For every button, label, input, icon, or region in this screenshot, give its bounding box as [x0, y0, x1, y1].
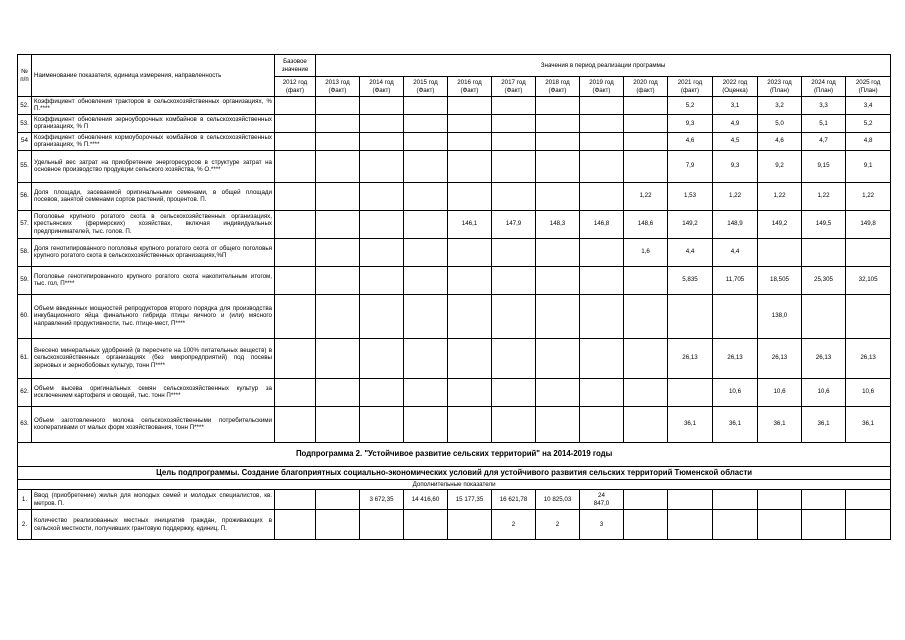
indicator-value — [316, 266, 360, 294]
indicator-value — [404, 238, 448, 266]
indicator-value: 36,1 — [713, 406, 758, 442]
indicator-value — [492, 378, 536, 406]
indicator-value — [536, 266, 580, 294]
indicator-value — [802, 510, 846, 540]
indicator-value: 1,22 — [713, 182, 758, 210]
indicator-value: 149,5 — [802, 210, 846, 238]
indicator-value — [316, 378, 360, 406]
indicator-value — [448, 132, 492, 150]
indicators-table-wrapper — [17, 54, 891, 540]
table-row — [18, 266, 891, 294]
indicator-value — [275, 210, 316, 238]
indicator-value: 26,13 — [802, 338, 846, 378]
indicator-value — [404, 97, 448, 115]
indicator-value — [360, 210, 404, 238]
indicator-value — [316, 132, 360, 150]
indicator-value: 11,705 — [713, 266, 758, 294]
indicator-value — [404, 266, 448, 294]
indicator-value — [580, 238, 624, 266]
indicator-value — [448, 114, 492, 132]
indicator-value: 36,1 — [668, 406, 713, 442]
indicator-value — [360, 182, 404, 210]
indicator-value — [492, 132, 536, 150]
indicator-value — [536, 238, 580, 266]
table-row — [18, 338, 891, 378]
header-year: 2023 год (План) — [758, 77, 802, 97]
table-header — [18, 55, 891, 97]
indicator-value — [624, 114, 668, 132]
indicator-value — [536, 378, 580, 406]
indicator-value: 4,7 — [802, 132, 846, 150]
indicator-value: 5,1 — [802, 114, 846, 132]
indicator-value: 10 825,03 — [536, 490, 580, 510]
indicator-value — [624, 132, 668, 150]
indicator-value — [492, 182, 536, 210]
subprogram-table-body — [18, 490, 891, 540]
indicator-value: 14 416,60 — [404, 490, 448, 510]
indicator-value: 146,1 — [448, 210, 492, 238]
indicator-value: 148,6 — [624, 210, 668, 238]
indicator-value — [713, 294, 758, 338]
indicator-value — [580, 182, 624, 210]
indicator-value: 149,8 — [846, 210, 891, 238]
indicator-value — [448, 97, 492, 115]
indicator-value — [404, 294, 448, 338]
indicator-value: 146,8 — [580, 210, 624, 238]
indicator-value — [624, 294, 668, 338]
indicator-value: 3,1 — [713, 97, 758, 115]
table-row — [18, 182, 891, 210]
indicator-value: 3,2 — [758, 97, 802, 115]
row-number: 53. — [18, 114, 32, 132]
indicator-value: 4,6 — [668, 132, 713, 150]
indicator-value: 9,15 — [802, 150, 846, 182]
indicator-value — [580, 266, 624, 294]
indicator-value — [404, 378, 448, 406]
indicator-value — [404, 406, 448, 442]
indicator-value — [275, 490, 316, 510]
indicator-value — [668, 490, 713, 510]
header-year: 2019 год (Факт) — [580, 77, 624, 97]
indicator-value: 9,2 — [758, 150, 802, 182]
row-number: 2. — [18, 510, 32, 540]
row-number: 60. — [18, 294, 32, 338]
indicator-value: 5,2 — [668, 97, 713, 115]
table-row — [18, 406, 891, 442]
indicator-value — [758, 510, 802, 540]
indicator-value — [492, 114, 536, 132]
indicator-value: 16 621,78 — [492, 490, 536, 510]
indicator-value — [536, 97, 580, 115]
indicator-value — [536, 132, 580, 150]
indicator-value — [360, 132, 404, 150]
indicator-value — [404, 132, 448, 150]
header-year: 2015 год (Факт) — [404, 77, 448, 97]
indicator-value — [758, 490, 802, 510]
indicator-value — [360, 406, 404, 442]
indicator-value: 3,4 — [846, 97, 891, 115]
indicator-name: Объем высева оригинальных семян сельскохозяйственных культур за исключением картофеля и овощей, тыс. тонн П**** — [32, 378, 275, 406]
indicator-value: 10,6 — [713, 378, 758, 406]
indicator-value — [624, 338, 668, 378]
indicator-value: 4,4 — [713, 238, 758, 266]
indicator-value: 1,22 — [624, 182, 668, 210]
indicator-value — [316, 150, 360, 182]
indicator-value — [492, 238, 536, 266]
header-year: 2014 год (Факт) — [360, 77, 404, 97]
indicator-value: 3,3 — [802, 97, 846, 115]
indicator-value — [275, 266, 316, 294]
indicator-value: 9,3 — [668, 114, 713, 132]
indicator-value — [624, 510, 668, 540]
indicator-value — [360, 150, 404, 182]
header-year: 2020 год (факт) — [624, 77, 668, 97]
indicator-value — [580, 378, 624, 406]
indicator-value — [713, 490, 758, 510]
row-number: 62. — [18, 378, 32, 406]
indicator-value — [360, 338, 404, 378]
indicator-value — [536, 114, 580, 132]
indicator-value — [802, 490, 846, 510]
row-number: 58. — [18, 238, 32, 266]
row-number: 59. — [18, 266, 32, 294]
indicator-value — [624, 97, 668, 115]
indicator-value — [275, 338, 316, 378]
table-row — [18, 150, 891, 182]
indicator-value — [536, 182, 580, 210]
table-row — [18, 294, 891, 338]
indicator-name: Объем введенных мощностей репродукторов второго порядка для производства инкубационного яйца финального гибрида птицы яичного и (или) мясного направлений продуктивности, тыс. птице-мест, П**** — [32, 294, 275, 338]
indicator-value — [448, 378, 492, 406]
indicator-value — [316, 338, 360, 378]
indicator-value: 4,8 — [846, 132, 891, 150]
indicator-value — [802, 238, 846, 266]
header-num: № п/п — [18, 55, 32, 97]
row-number: 55. — [18, 150, 32, 182]
indicator-value: 9,3 — [713, 150, 758, 182]
indicator-value: 149,2 — [758, 210, 802, 238]
header-year: 2013 год (Факт) — [316, 77, 360, 97]
indicator-value — [668, 510, 713, 540]
table-body — [18, 97, 891, 443]
header-year: 2017 год (Факт) — [492, 77, 536, 97]
table-row — [18, 97, 891, 115]
indicator-value: 26,13 — [758, 338, 802, 378]
indicator-value — [275, 97, 316, 115]
indicator-value: 4,9 — [713, 114, 758, 132]
indicator-value: 5,2 — [846, 114, 891, 132]
row-number: 56. — [18, 182, 32, 210]
indicator-value — [668, 378, 713, 406]
row-number: 63. — [18, 406, 32, 442]
indicator-value: 24 847,0 — [580, 490, 624, 510]
row-number: 52. — [18, 97, 32, 115]
subprogram-goal: Цель подпрограммы. Создание благоприятных социально-экономических условий для устойчивого развития сельских территорий Тюменской области — [18, 466, 891, 479]
indicator-value — [846, 238, 891, 266]
indicator-value — [713, 510, 758, 540]
indicator-value — [580, 294, 624, 338]
indicator-value: 36,1 — [802, 406, 846, 442]
indicator-value — [448, 338, 492, 378]
indicator-value — [846, 294, 891, 338]
indicator-value — [404, 338, 448, 378]
indicator-name: Ввод (приобретение) жилья для молодых семей и молодых специалистов, кв. метров. П. — [32, 490, 275, 510]
table-row — [18, 238, 891, 266]
indicator-value — [536, 338, 580, 378]
indicator-value — [448, 294, 492, 338]
indicator-value — [404, 114, 448, 132]
indicator-value: 3 — [580, 510, 624, 540]
indicator-value — [275, 114, 316, 132]
indicator-value — [492, 406, 536, 442]
header-year: 2022 год (Оценка) — [713, 77, 758, 97]
indicator-value — [275, 150, 316, 182]
indicator-value: 3 672,35 — [360, 490, 404, 510]
indicator-value — [316, 114, 360, 132]
indicator-value: 148,9 — [713, 210, 758, 238]
indicator-value: 1,6 — [624, 238, 668, 266]
indicator-value: 1,22 — [802, 182, 846, 210]
indicator-name: Доля площади, засеваемой оригинальными семенами, в общей площади посевов, занятой семенами сортов растений, процентов. П. — [32, 182, 275, 210]
indicator-value: 7,9 — [668, 150, 713, 182]
indicator-value — [316, 238, 360, 266]
indicator-value: 2 — [536, 510, 580, 540]
indicator-value — [536, 406, 580, 442]
indicator-value — [580, 114, 624, 132]
row-number: 57. — [18, 210, 32, 238]
header-name: Наименование показателя, единица измерения, направленность — [32, 55, 275, 97]
indicator-value — [404, 510, 448, 540]
indicator-value — [668, 294, 713, 338]
indicator-value: 138,0 — [758, 294, 802, 338]
row-number: 61. — [18, 338, 32, 378]
indicator-value — [275, 510, 316, 540]
indicator-name: Внесено минеральных удобрений (в пересчете на 100% питательных веществ) в сельскохозяйственных организациях (без микропредприятий) под посевы зерновых и зернобобовых культур, тонн П**** — [32, 338, 275, 378]
indicator-value — [580, 406, 624, 442]
indicator-value — [360, 97, 404, 115]
header-year: 2016 год (Факт) — [448, 77, 492, 97]
subprogram-title: Подпрограмма 2. "Устойчивое развитие сельских территорий" на 2014-2019 годы — [18, 442, 891, 466]
indicator-value — [360, 266, 404, 294]
indicator-value: 10,6 — [846, 378, 891, 406]
header-year: 2012 год (факт) — [275, 77, 316, 97]
table-row — [18, 114, 891, 132]
indicator-value: 1,22 — [758, 182, 802, 210]
indicators-table — [17, 54, 891, 540]
indicator-value: 5,835 — [668, 266, 713, 294]
indicator-value: 18,505 — [758, 266, 802, 294]
indicator-value — [624, 406, 668, 442]
indicator-value: 32,105 — [846, 266, 891, 294]
indicator-value: 147,9 — [492, 210, 536, 238]
indicator-value: 10,6 — [758, 378, 802, 406]
indicator-value — [846, 490, 891, 510]
indicator-name: Количество реализованных местных инициатив граждан, проживающих в сельской местности, получивших грантовую поддержку, единиц. П. — [32, 510, 275, 540]
indicator-value — [316, 182, 360, 210]
indicator-value — [275, 238, 316, 266]
indicator-name: Поголовье генотипированного крупного рогатого скота накопительным итогом, тыс. гол, П**** — [32, 266, 275, 294]
indicator-name: Коэффициент обновления зерноуборочных комбайнов в сельскохозяйственных организациях, % П — [32, 114, 275, 132]
indicator-value: 148,3 — [536, 210, 580, 238]
indicator-value — [316, 510, 360, 540]
indicator-value — [360, 294, 404, 338]
header-year: 2025 год (План) — [846, 77, 891, 97]
indicator-value — [580, 132, 624, 150]
indicator-value: 26,13 — [713, 338, 758, 378]
indicator-value — [802, 294, 846, 338]
indicator-value — [316, 490, 360, 510]
row-number: 54 — [18, 132, 32, 150]
table-row — [18, 510, 891, 540]
indicator-value: 25,305 — [802, 266, 846, 294]
indicator-value — [580, 97, 624, 115]
header-year: 2018 год (Факт) — [536, 77, 580, 97]
indicator-name: Коэффициент обновления тракторов в сельскохозяйственных организациях, % П.**** — [32, 97, 275, 115]
indicator-value: 149,2 — [668, 210, 713, 238]
indicator-value — [404, 210, 448, 238]
indicator-value — [360, 378, 404, 406]
indicator-value — [492, 97, 536, 115]
indicator-value: 5,0 — [758, 114, 802, 132]
indicator-name: Объем заготовленного молока сельскохозяйственными потребительскими кооперативами от малых форм хозяйствования, тонн П**** — [32, 406, 275, 442]
indicator-value: 26,13 — [846, 338, 891, 378]
indicator-value: 4,4 — [668, 238, 713, 266]
indicator-value: 4,6 — [758, 132, 802, 150]
indicator-value — [404, 150, 448, 182]
row-number: 1. — [18, 490, 32, 510]
indicator-value — [316, 294, 360, 338]
indicator-value — [275, 294, 316, 338]
header-base: Базовое значение — [275, 55, 316, 77]
indicator-value — [448, 406, 492, 442]
indicator-value: 36,1 — [846, 406, 891, 442]
indicator-value — [275, 406, 316, 442]
indicator-value: 2 — [492, 510, 536, 540]
extra-indicators-heading: Дополнительные показатели — [18, 479, 891, 489]
header-year: 2021 год (факт) — [668, 77, 713, 97]
indicator-value — [580, 150, 624, 182]
indicator-value — [360, 114, 404, 132]
indicator-value: 26,13 — [668, 338, 713, 378]
indicator-value — [492, 338, 536, 378]
indicator-value — [536, 294, 580, 338]
indicator-value — [492, 150, 536, 182]
indicator-value — [275, 182, 316, 210]
indicator-value — [448, 182, 492, 210]
indicator-value — [624, 150, 668, 182]
indicator-value — [448, 238, 492, 266]
indicator-value: 4,5 — [713, 132, 758, 150]
indicator-name: Поголовье крупного рогатого скота в сельскохозяйственных организациях, крестьянских (фермерских) хозяйствах, включая индивидуальных предпринимателей, тыс. голов. П. — [32, 210, 275, 238]
indicator-value — [360, 238, 404, 266]
indicator-value — [492, 294, 536, 338]
indicator-value — [448, 266, 492, 294]
indicator-value: 1,53 — [668, 182, 713, 210]
indicator-value: 10,6 — [802, 378, 846, 406]
indicator-value — [624, 266, 668, 294]
indicator-name: Удельный вес затрат на приобретение энергоресурсов в структуре затрат на основное производство продукции сельского хозяйства, % О.**** — [32, 150, 275, 182]
indicator-value — [275, 132, 316, 150]
indicator-name: Коэффициент обновления кормоуборочных комбайнов в сельскохозяйственных организациях, % П.**** — [32, 132, 275, 150]
table-row — [18, 132, 891, 150]
indicator-value — [404, 182, 448, 210]
indicator-value — [275, 378, 316, 406]
indicator-name: Доля генотипированного поголовья крупного рогатого скота от общего поголовья крупного рогатого скота в сельскохозяйственных организациях,%П — [32, 238, 275, 266]
indicator-value: 15 177,35 — [448, 490, 492, 510]
indicator-value: 9,1 — [846, 150, 891, 182]
indicator-value — [316, 97, 360, 115]
header-period: Значения в период реализации программы — [316, 55, 891, 77]
indicator-value — [360, 510, 404, 540]
indicator-value — [448, 510, 492, 540]
indicator-value — [580, 338, 624, 378]
table-row — [18, 490, 891, 510]
table-row — [18, 378, 891, 406]
header-year: 2024 год (План) — [802, 77, 846, 97]
indicator-value — [846, 510, 891, 540]
indicator-value — [316, 210, 360, 238]
indicator-value — [536, 150, 580, 182]
indicator-value — [758, 238, 802, 266]
indicator-value — [624, 490, 668, 510]
indicator-value — [448, 150, 492, 182]
indicator-value: 1,22 — [846, 182, 891, 210]
indicator-value: 36,1 — [758, 406, 802, 442]
indicator-value — [492, 266, 536, 294]
subprogram-section — [18, 442, 891, 489]
indicator-value — [316, 406, 360, 442]
indicator-value — [624, 378, 668, 406]
table-row — [18, 210, 891, 238]
